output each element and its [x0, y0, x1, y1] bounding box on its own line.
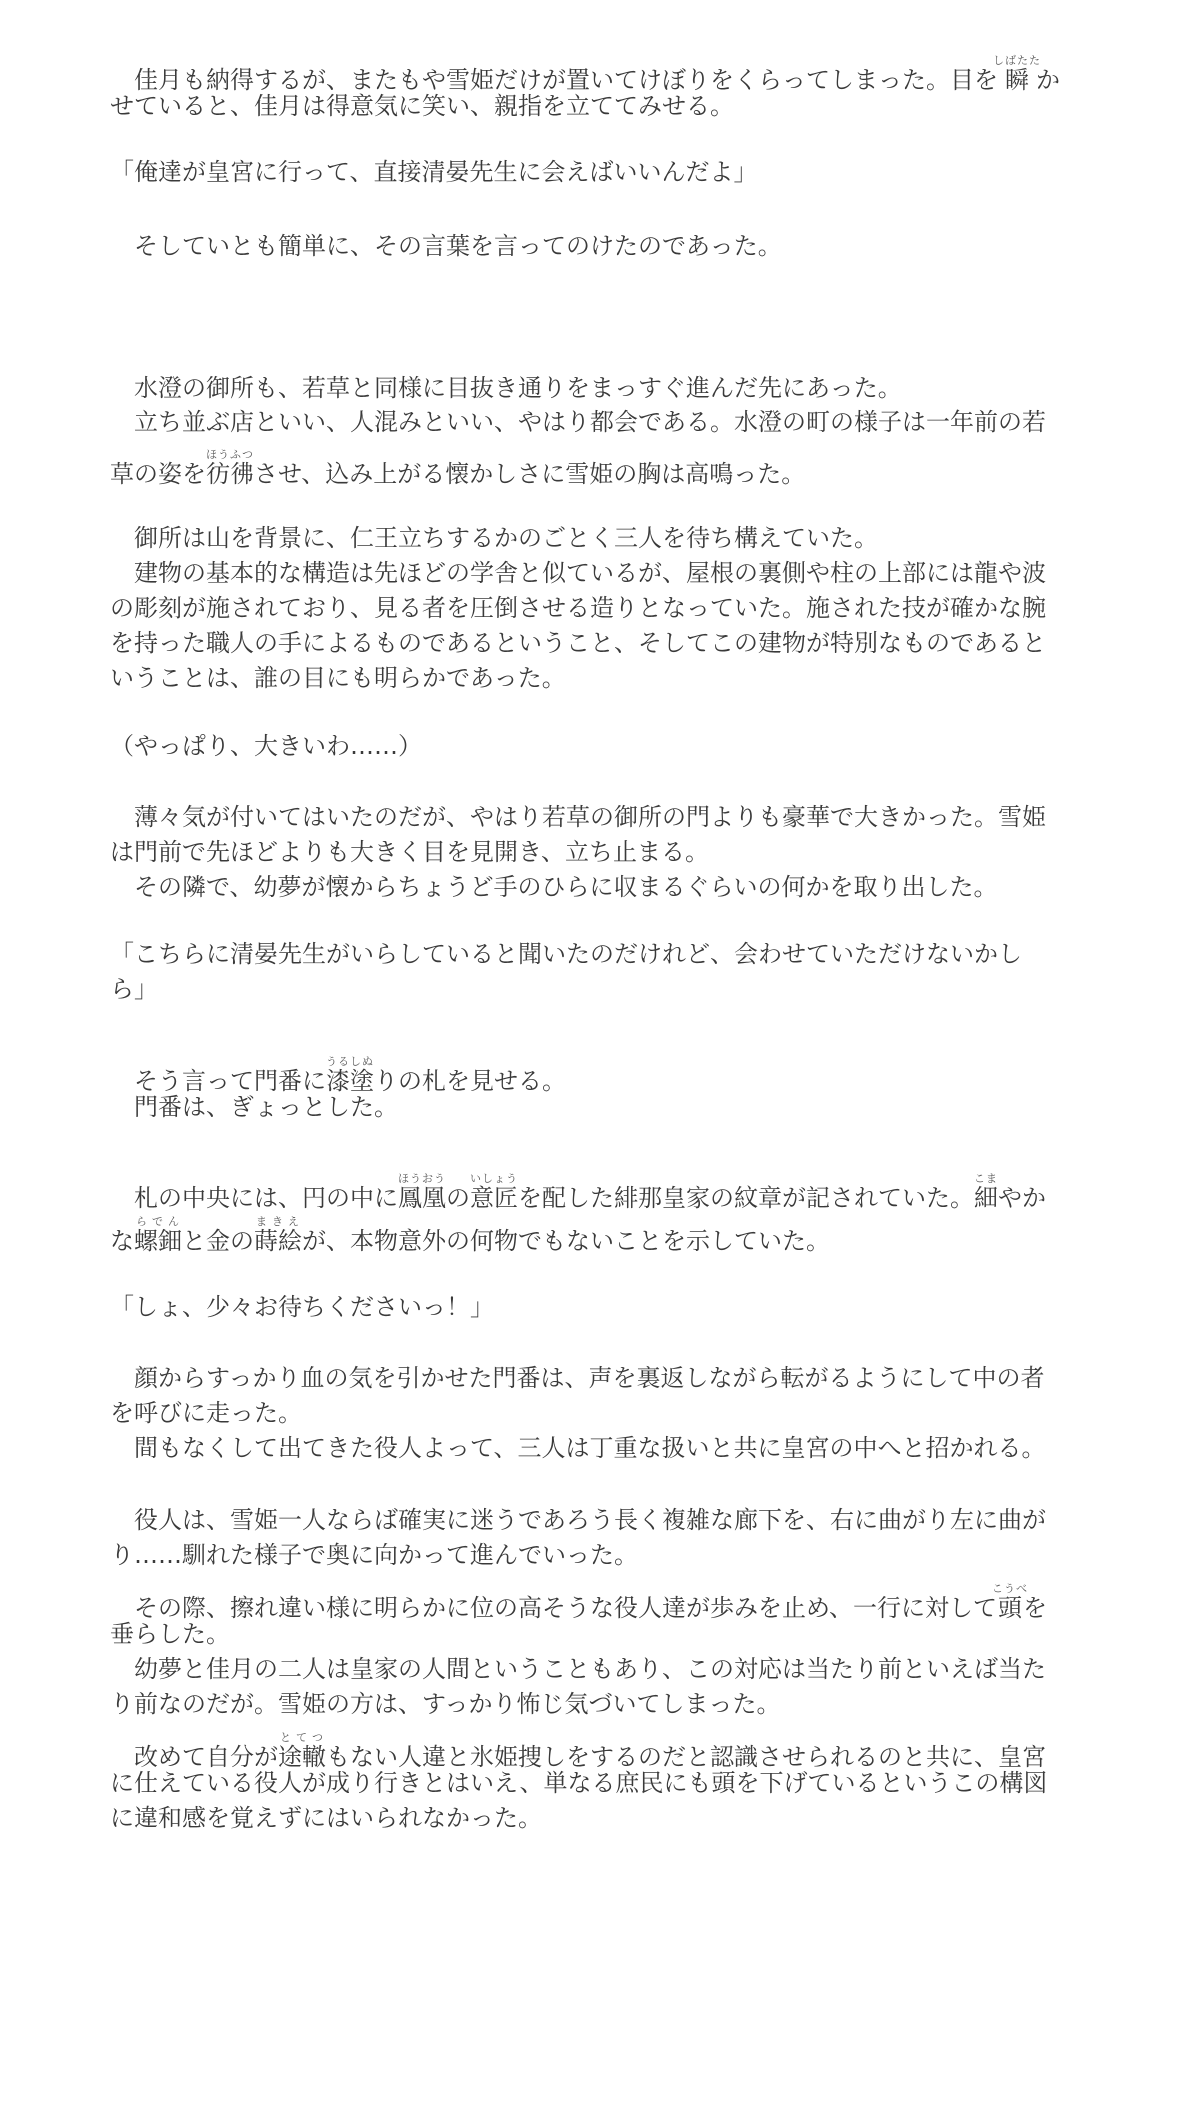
text-segment: 間もなくして出てきた役人よって、三人は丁重な扱いと共に皇宮の中へと招かれる。 [110, 1434, 1046, 1462]
ruby-reading: らでん [134, 1215, 182, 1228]
text-line [110, 89, 734, 124]
text-segment: ら」 [110, 975, 158, 1003]
text-line [110, 1215, 830, 1255]
text-line [110, 1766, 1047, 1801]
text-segment: 札の中央には、円の中に [110, 1184, 398, 1212]
text-line [110, 835, 709, 870]
text-segment: な [110, 1227, 134, 1255]
text-segment: 建物の基本的な構造は先ほどの学舎と似ているが、屋根の裏側や柱の上部には龍や波 [110, 559, 1046, 587]
text-segment: もない人違と氷姫捜しをするのだと認識させられるのと共に、皇宮 [326, 1743, 1046, 1771]
ruby-base: 途轍 [278, 1743, 326, 1771]
text-line [110, 1090, 398, 1125]
text-segment: は門前で先ほどよりも大きく目を見開き、立ち止まる。 [110, 838, 710, 866]
text-line [110, 155, 758, 190]
text-line [110, 54, 1060, 94]
text-line [110, 521, 878, 556]
text-segment: り前なのだが。雪姫の方は、すっかり怖じ気づいてしまった。 [110, 1690, 781, 1718]
ruby-base: 細 [974, 1184, 998, 1212]
ruby-base: 漆塗 [326, 1067, 374, 1095]
ruby-base: 意匠 [470, 1184, 518, 1212]
text-line [110, 448, 806, 488]
text-line [110, 229, 782, 264]
text-segment: を [1023, 1594, 1048, 1622]
ruby-base: 蒔絵 [254, 1227, 302, 1255]
text-segment: 立ち並ぶ店といい、人混みといい、やはり都会である。水澄の町の様子は一年前の若 [110, 408, 1046, 436]
ruby-word [993, 54, 1041, 94]
text-segment: 垂らした。 [110, 1620, 230, 1648]
text-segment: 「こちらに清晏先生がいらしていると聞いたのだけれど、会わせていただけないかし [110, 940, 1022, 968]
text-segment: の彫刻が施されており、見る者を圧倒させる造りとなっていた。施された技が確かな腕 [110, 594, 1046, 622]
text-segment: 幼夢と佳月の二人は皇家の人間ということもあり、この対応は当たり前といえば当た [110, 1655, 1046, 1683]
text-line [110, 1503, 1046, 1538]
text-segment: 役人は、雪姫一人ならば確実に迷うであろう長く複雑な廊下を、右に曲がり左に曲が [110, 1506, 1046, 1534]
ruby-reading: うるしぬ [326, 1055, 374, 1068]
text-segment: が、本物意外の何物でもないことを示していた。 [302, 1227, 830, 1255]
ruby-word [398, 1172, 446, 1212]
text-segment: そしていとも簡単に、その言葉を言ってのけたのであった。 [110, 232, 782, 260]
ruby-base: 鳳凰 [398, 1184, 446, 1212]
ruby-base: 螺鈿 [134, 1227, 182, 1255]
text-segment: 草の姿を [110, 460, 206, 488]
text-line [110, 556, 1046, 591]
text-segment: 水澄の御所も、若草と同様に目抜き通りをまっすぐ進んだ先にあった。 [110, 374, 902, 402]
text-segment: りの札を見せる。 [374, 1067, 566, 1095]
text-line [110, 1731, 1046, 1771]
text-line [110, 371, 902, 406]
ruby-reading: ほうふつ [206, 448, 254, 461]
text-line [110, 1538, 638, 1573]
text-segment: に仕えている役人が成り行きとはいえ、単なる庶民にも頭を下げているというこの構図 [110, 1769, 1048, 1797]
text-segment: り……馴れた様子で奥に向かって進んでいった。 [110, 1541, 638, 1569]
text-segment: その際、擦れ違い様に明らかに位の高そうな役人達が歩みを止め、一行に対して [110, 1594, 998, 1622]
text-segment: に違和感を覚えずにはいられなかった。 [110, 1804, 542, 1832]
ruby-word [134, 1215, 182, 1255]
text-line [110, 626, 1046, 661]
text-segment: 御所は山を背景に、仁王立ちするかのごとく三人を待ち構えていた。 [110, 524, 878, 552]
ruby-reading: とてつ [278, 1731, 326, 1744]
text-segment: か [1036, 66, 1060, 94]
ruby-base: 瞬 [993, 66, 1041, 94]
text-line [110, 800, 1046, 835]
text-segment: の [446, 1184, 470, 1212]
text-line [110, 1652, 1046, 1687]
text-segment: 改めて自分が [110, 1743, 278, 1771]
ruby-reading: まきえ [254, 1215, 302, 1228]
text-segment: を配した緋那皇家の紋章が記されていた。 [518, 1184, 974, 1212]
ruby-base: 彷彿 [206, 460, 254, 488]
text-segment: いうことは、誰の目にも明らかであった。 [110, 664, 566, 692]
text-line [110, 937, 1022, 972]
text-line [110, 1290, 494, 1325]
text-segment: 顔からすっかり血の気を引かせた門番は、声を裏返しながら転がるようにして中の者 [110, 1364, 1045, 1392]
text-line [110, 1582, 1048, 1622]
ruby-base: 頭 [992, 1594, 1029, 1622]
text-segment: 「俺達が皇宮に行って、直接清晏先生に会えばいいんだよ」 [110, 158, 758, 186]
text-segment: その隣で、幼夢が懐からちょうど手のひらに収まるぐらいの何かを取り出した。 [110, 873, 998, 901]
text-segment: せていると、佳月は得意気に笑い、親指を立ててみせる。 [110, 92, 734, 120]
text-segment: 薄々気が付いてはいたのだが、やはり若草の御所の門よりも豪華で大きかった。雪姫 [110, 803, 1046, 831]
text-line [110, 870, 998, 905]
text-segment: させ、込み上がる懐かしさに雪姫の胸は高鳴った。 [254, 460, 806, 488]
text-line [110, 1801, 542, 1836]
text-segment: やか [998, 1184, 1046, 1212]
ruby-reading: いしょう [470, 1172, 518, 1185]
text-line [110, 1431, 1046, 1466]
text-segment: を呼びに走った。 [110, 1399, 302, 1427]
ruby-reading: ほうおう [398, 1172, 446, 1185]
text-line [110, 972, 158, 1007]
ruby-word [974, 1172, 998, 1212]
ruby-word [254, 1215, 302, 1255]
text-segment: を持った職人の手によるものであるということ、そしてこの建物が特別なものであると [110, 629, 1046, 657]
text-line [110, 661, 566, 696]
ruby-word [470, 1172, 518, 1212]
text-line [110, 1361, 1045, 1396]
text-line [110, 1055, 566, 1095]
ruby-reading: こうべ [992, 1582, 1029, 1595]
text-segment: 「しょ、少々お待ちくださいっ！」 [110, 1293, 494, 1321]
text-segment: 佳月も納得するが、またもや雪姫だけが置いてけぼりをくらってしまった。目を [110, 66, 998, 94]
text-segment: 門番は、ぎょっとした。 [110, 1093, 398, 1121]
text-segment: と金の [182, 1227, 254, 1255]
text-line [110, 1172, 1046, 1212]
text-line [110, 1617, 230, 1652]
text-line [110, 1396, 302, 1431]
text-segment: （やっぱり、大きいわ……） [110, 732, 422, 760]
ruby-reading: こま [974, 1172, 998, 1185]
text-line [110, 591, 1046, 626]
text-line [110, 1687, 781, 1722]
ruby-word [992, 1582, 1029, 1622]
text-line [110, 729, 422, 764]
ruby-word [206, 448, 254, 488]
text-segment: そう言って門番に [110, 1067, 326, 1095]
ruby-reading: しばたた [993, 54, 1041, 67]
text-line [110, 405, 1046, 440]
